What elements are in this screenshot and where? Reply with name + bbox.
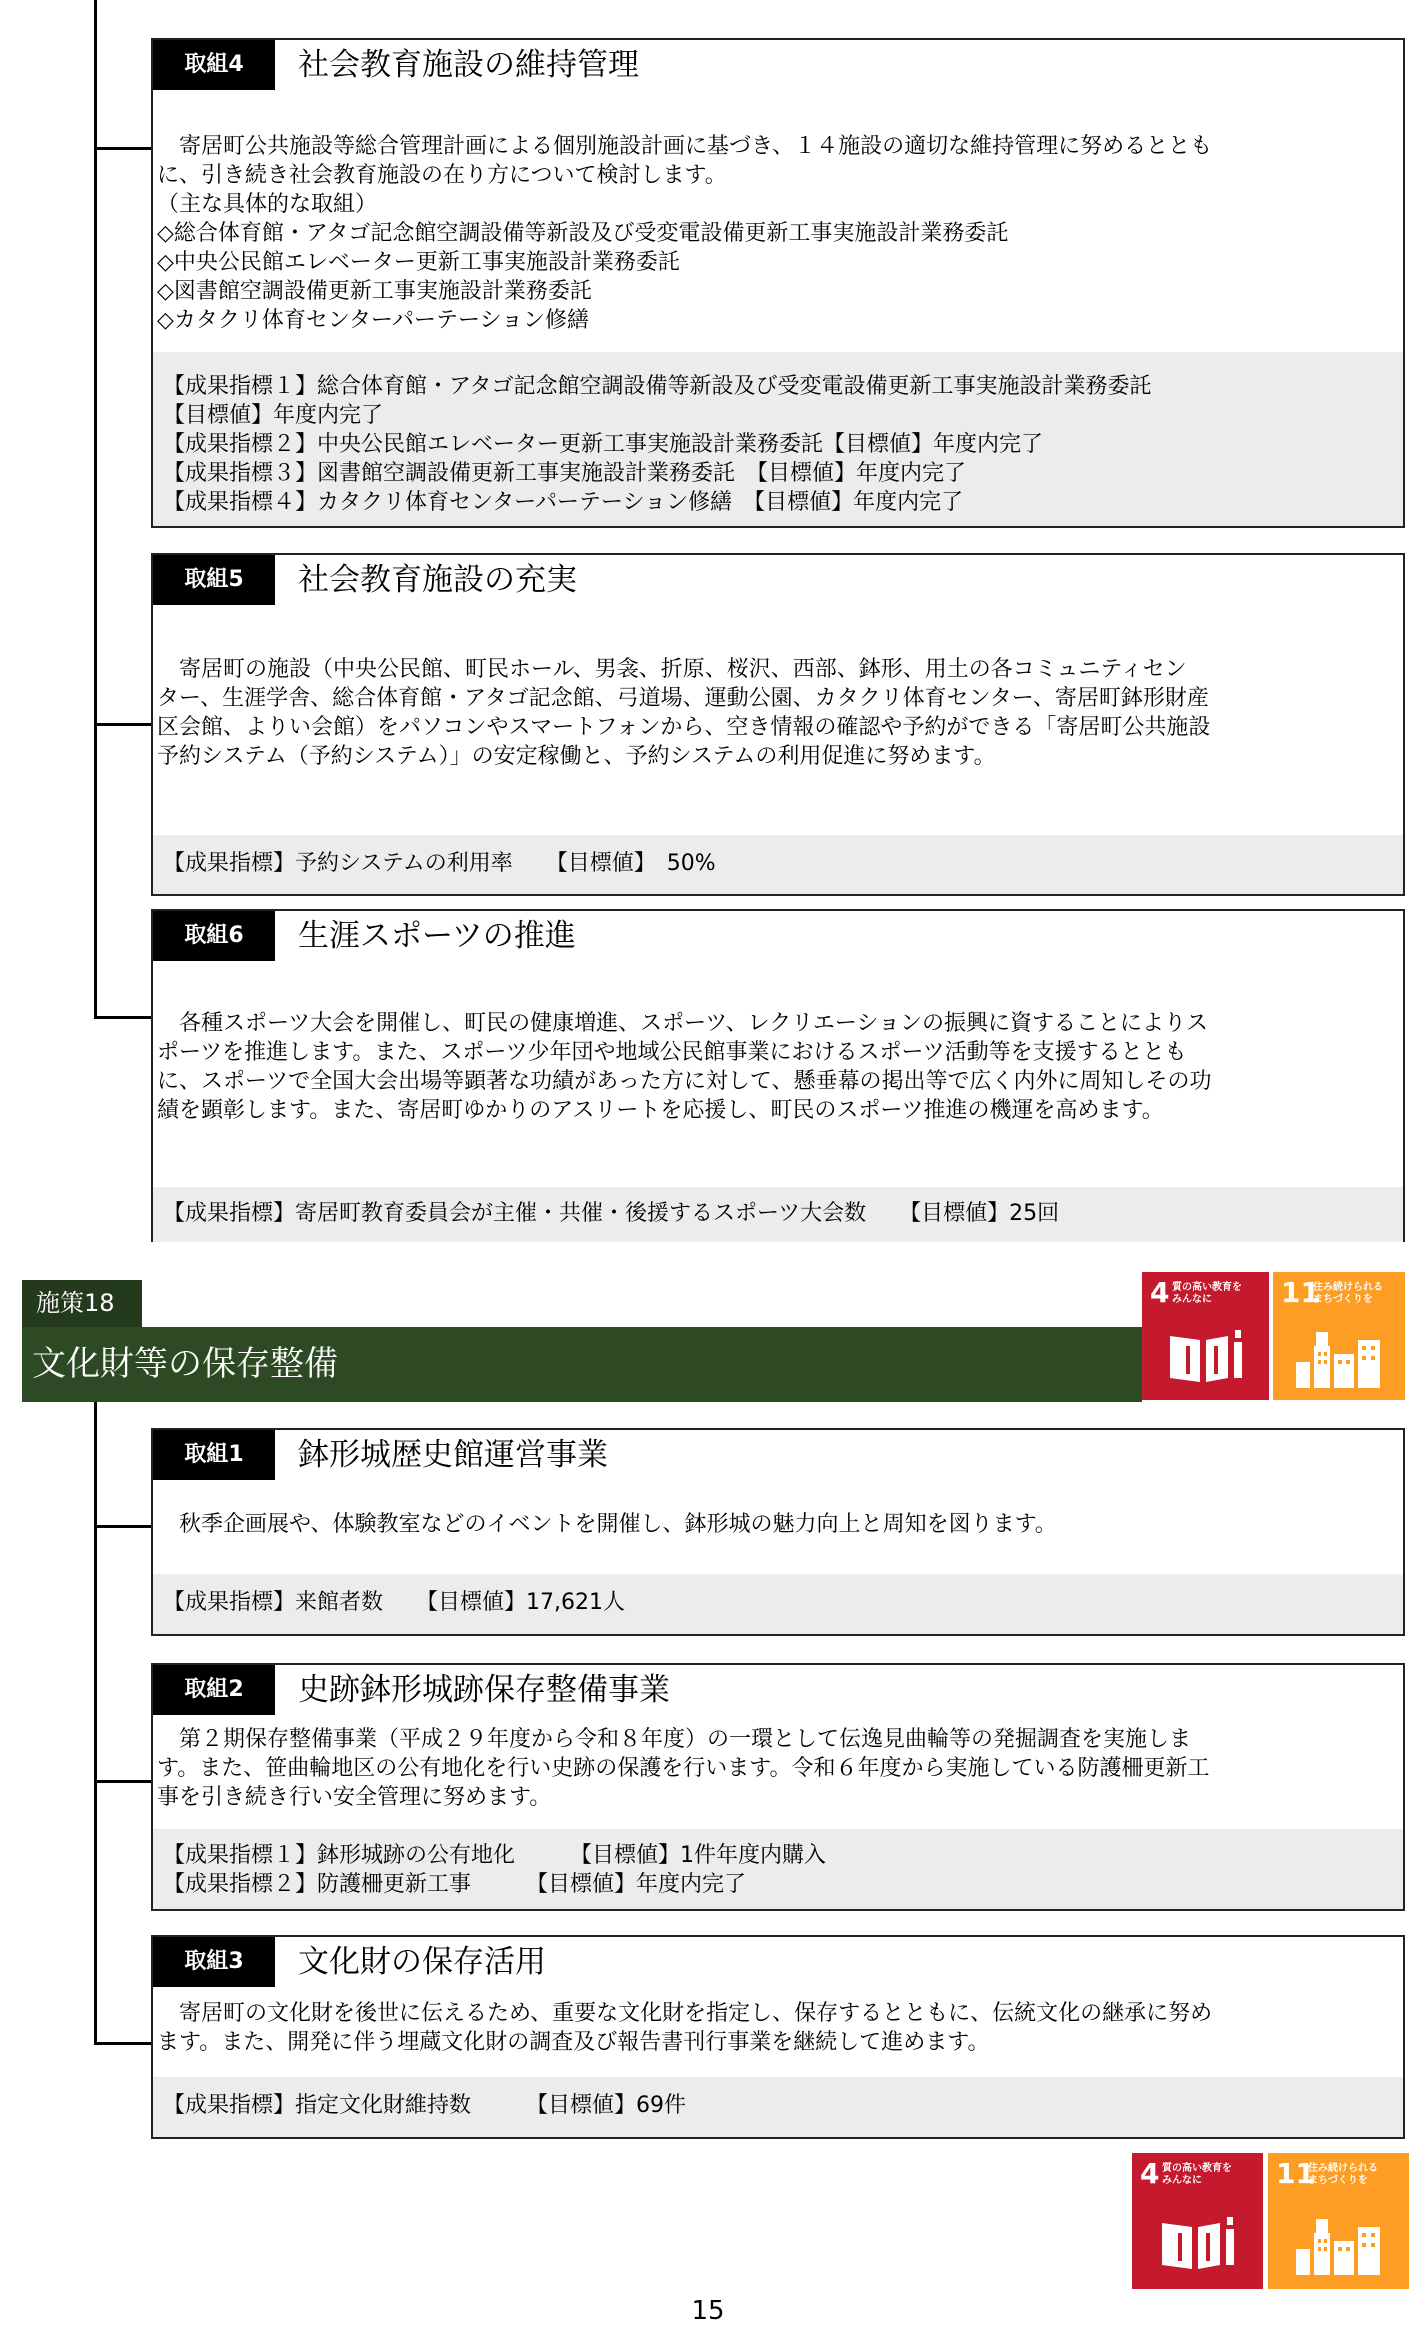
initiative-description: 秋季企画展や、体験教室などのイベントを開催し、鉢形城の魅力向上と周知を図ります。 [157, 1512, 1057, 1537]
performance-indicators: 【成果指標１】総合体育館・アタゴ記念館空調設備等新設及び受変電設備更新工事実施設計業務委託 【目標値】年度内完了 【成果指標２】中央公民館エレベーター更新工事実施設計業務委託【目標値】年度内完了 【成果指標３】図書館空調設備更新工事実施設計業務委託 【目標値】年度内完了 【成果指標４】カタクリ体育センターパーテーション修繕 【目標値】年度内完了 [153, 352, 1403, 526]
sdg-goal-number: 4 [1150, 1276, 1170, 1309]
sdg-goal-4-icon [1142, 1272, 1269, 1400]
performance-indicators: 【成果指標】指定文化財維持数 【目標値】69件 [153, 2077, 1403, 2137]
initiative-tag: 取組1 [153, 1430, 275, 1480]
initiative-description: 寄居町公共施設等総合管理計画による個別施設計画に基づき、１４施設の適切な維持管理に努めるととも に、引き続き社会教育施設の在り方について検討します。 （主な具体的な取組） ◇総合体育館・アタゴ記念館空調設備等新設及び受変電設備更新工事実施設計業務委託 ◇中央公民館エレベーター更新工事実施設計業務委託 ◇図書館空調設備更新工事実施設計業務委託 ◇カタクリ体育センターパーテーション修繕 [157, 134, 1213, 333]
sdg-goal-number: 11 [1281, 1276, 1320, 1309]
branch-line-6 [94, 1016, 151, 1019]
sdg-goal-caption: 住み続けられる まちづくりを [1308, 2163, 1378, 2186]
initiative-card-3 [151, 1935, 1405, 2139]
initiative-title: 文化財の保存活用 [298, 1944, 546, 1980]
initiative-description: 第２期保存整備事業（平成２９年度から令和８年度）の一環として伝逸見曲輪等の発掘調査を実施しま す。また、笹曲輪地区の公有地化を行い史跡の保護を行います。令和６年度から実施している防護柵更新工 事を引き続き行い安全管理に努めます。 [157, 1727, 1210, 1810]
book-pencil-icon [1158, 2213, 1238, 2273]
sdg-goal-11-icon [1268, 2153, 1409, 2289]
city-buildings-icon [1294, 2211, 1384, 2275]
book-pencil-icon [1166, 1326, 1246, 1386]
performance-indicators: 【成果指標】予約システムの利用率 【目標値】 50% [153, 835, 1403, 894]
initiative-card-4 [151, 38, 1405, 528]
initiative-tag: 取組3 [153, 1937, 275, 1987]
initiative-tag: 取組6 [153, 911, 275, 961]
card-header [153, 1665, 1403, 1715]
performance-indicators: 【成果指標】来館者数 【目標値】17,621人 [153, 1574, 1403, 1634]
initiative-title: 生涯スポーツの推進 [298, 918, 576, 954]
tree-line-lower [94, 1402, 97, 2044]
tree-line-upper [94, 0, 97, 1018]
city-buildings-icon [1294, 1324, 1384, 1388]
sdg-goal-11-icon [1273, 1272, 1405, 1400]
performance-indicators: 【成果指標１】鉢形城跡の公有地化 【目標値】1件年度内購入 【成果指標２】防護柵更新工事 【目標値】年度内完了 [153, 1829, 1403, 1909]
performance-indicators: 【成果指標】寄居町教育委員会が主催・共催・後援するスポーツ大会数 【目標値】25回 [153, 1187, 1403, 1242]
card-header [153, 911, 1403, 961]
initiative-card-6 [151, 909, 1405, 1242]
branch-line-5 [94, 723, 151, 726]
initiative-title: 社会教育施設の充実 [298, 562, 577, 598]
initiative-tag: 取組5 [153, 555, 275, 605]
initiative-title: 史跡鉢形城跡保存整備事業 [298, 1672, 670, 1708]
initiative-title: 鉢形城歴史館運営事業 [298, 1437, 608, 1473]
sdg-goal-4-icon [1132, 2153, 1263, 2289]
initiative-description: 寄居町の施設（中央公民館、町民ホール、男衾、折原、桜沢、西部、鉢形、用土の各コミュニティセン ター、生涯学舎、総合体育館・アタゴ記念館、弓道場、運動公園、カタクリ体育センター、寄居町鉢形財産 区会館、よりい会館）をパソコンやスマートフォンから、空き情報の確認や予約ができる「寄居町公共施設 予約システム（予約システム）」の安定稼働と、予約システムの利用促進に努めます。 [157, 657, 1211, 769]
sdg-goal-number: 4 [1140, 2157, 1160, 2190]
sdg-goal-caption: 質の高い教育を みんなに [1162, 2163, 1232, 2186]
policy-number: 施策18 [22, 1280, 142, 1327]
initiative-card-1 [151, 1428, 1405, 1636]
initiative-tag: 取組4 [153, 40, 275, 90]
initiative-description: 各種スポーツ大会を開催し、町民の健康増進、スポーツ、レクリエーションの振興に資することによりス ポーツを推進します。また、スポーツ少年団や地域公民館事業におけるスポーツ活動等を支援するととも に、スポーツで全国大会出場等顕著な功績があった方に対して、懸垂幕の掲出等で広く内外に周知しその功 績を顕彰します。また、寄居町ゆかりのアスリートを応援し、町民のスポーツ推進の機運を高めます。 [157, 1011, 1212, 1123]
policy-title: 文化財等の保存整備 [22, 1327, 1142, 1402]
initiative-card-5 [151, 553, 1405, 896]
sdg-goal-number: 11 [1276, 2157, 1315, 2190]
sdg-goal-caption: 質の高い教育を みんなに [1172, 1282, 1242, 1305]
initiative-description: 寄居町の文化財を後世に伝えるため、重要な文化財を指定し、保存するとともに、伝統文化の継承に努め ます。また、開発に伴う埋蔵文化財の調査及び報告書刊行事業を継続して進めます。 [157, 2001, 1213, 2055]
initiative-card-2 [151, 1663, 1405, 1911]
card-header [153, 555, 1403, 605]
branch-line-b2 [94, 1780, 151, 1783]
initiative-title: 社会教育施設の維持管理 [298, 47, 639, 83]
sdg-goal-caption: 住み続けられる まちづくりを [1313, 1282, 1383, 1305]
branch-line-b3 [94, 2042, 151, 2045]
page-number: 15 [691, 2296, 725, 2326]
card-header [153, 1430, 1403, 1480]
card-header [153, 1937, 1403, 1987]
initiative-tag: 取組2 [153, 1665, 275, 1715]
card-header [153, 40, 1403, 90]
branch-line-4 [94, 147, 151, 150]
branch-line-b1 [94, 1525, 151, 1528]
